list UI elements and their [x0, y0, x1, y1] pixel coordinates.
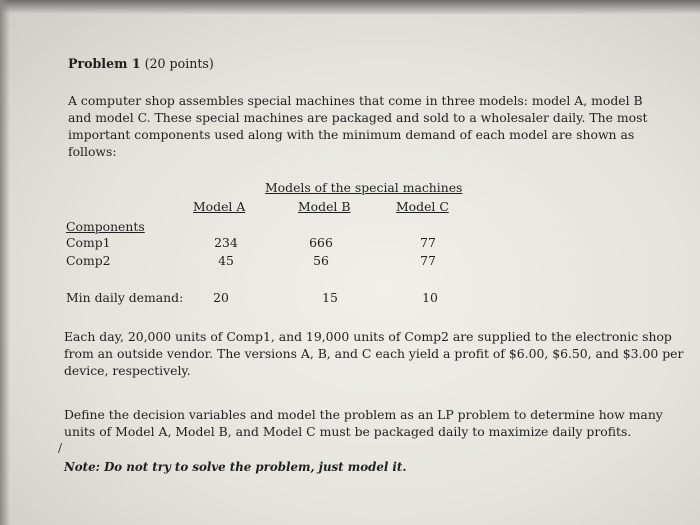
row-header-components: Components — [66, 219, 145, 234]
column-model-b: Model B — [298, 199, 351, 214]
cell-comp2-model-b: 56 — [313, 253, 329, 268]
cell-comp2-model-c: 77 — [420, 253, 436, 268]
cell-comp1-model-c: 77 — [420, 235, 436, 250]
intro-paragraph: A computer shop assembles special machines that come in three models: model A, model B and model C. These special machines are packaged and sold to a wholesaler daily. The most important components used along with the minimum demand of each model are shown as follows: — [68, 93, 648, 159]
min-demand-model-b: 15 — [322, 290, 338, 305]
min-demand-model-a: 20 — [213, 290, 229, 305]
cell-comp2-model-a: 45 — [218, 253, 234, 268]
cell-comp1-model-b: 666 — [309, 235, 333, 250]
supply-paragraph: Each day, 20,000 units of Comp1, and 19,000 units of Comp2 are supplied to the electronic shop from an outside vendor. The versions A, B, and C each yield a profit of $6.00, $6.50, and $3.00 per device, respectively. — [64, 329, 684, 378]
paper-left-edge — [0, 0, 10, 525]
task-paragraph: Define the decision variables and model the problem as an LP problem to determine how many units of Model A, Model B, and Model C must be packaged daily to maximize daily profits. — [64, 407, 663, 439]
column-model-c: Model C — [396, 199, 449, 214]
row-label-comp1: Comp1 — [66, 235, 111, 250]
table-group-header: Models of the special machines — [265, 180, 463, 195]
min-demand-label: Min daily demand: — [66, 290, 184, 305]
row-label-comp2: Comp2 — [66, 253, 111, 268]
min-demand-model-c: 10 — [422, 290, 438, 305]
problem-title — [68, 56, 214, 71]
pen-mark: / — [58, 441, 63, 455]
problem-title-points: (20 points) — [144, 56, 214, 71]
note-text: Note: Do not try to solve the problem, just model it. — [64, 460, 407, 474]
problem-title-bold: Problem 1 — [68, 56, 141, 71]
column-model-a: Model A — [193, 199, 246, 214]
paper-top-edge — [0, 0, 700, 14]
cell-comp1-model-a: 234 — [214, 235, 238, 250]
